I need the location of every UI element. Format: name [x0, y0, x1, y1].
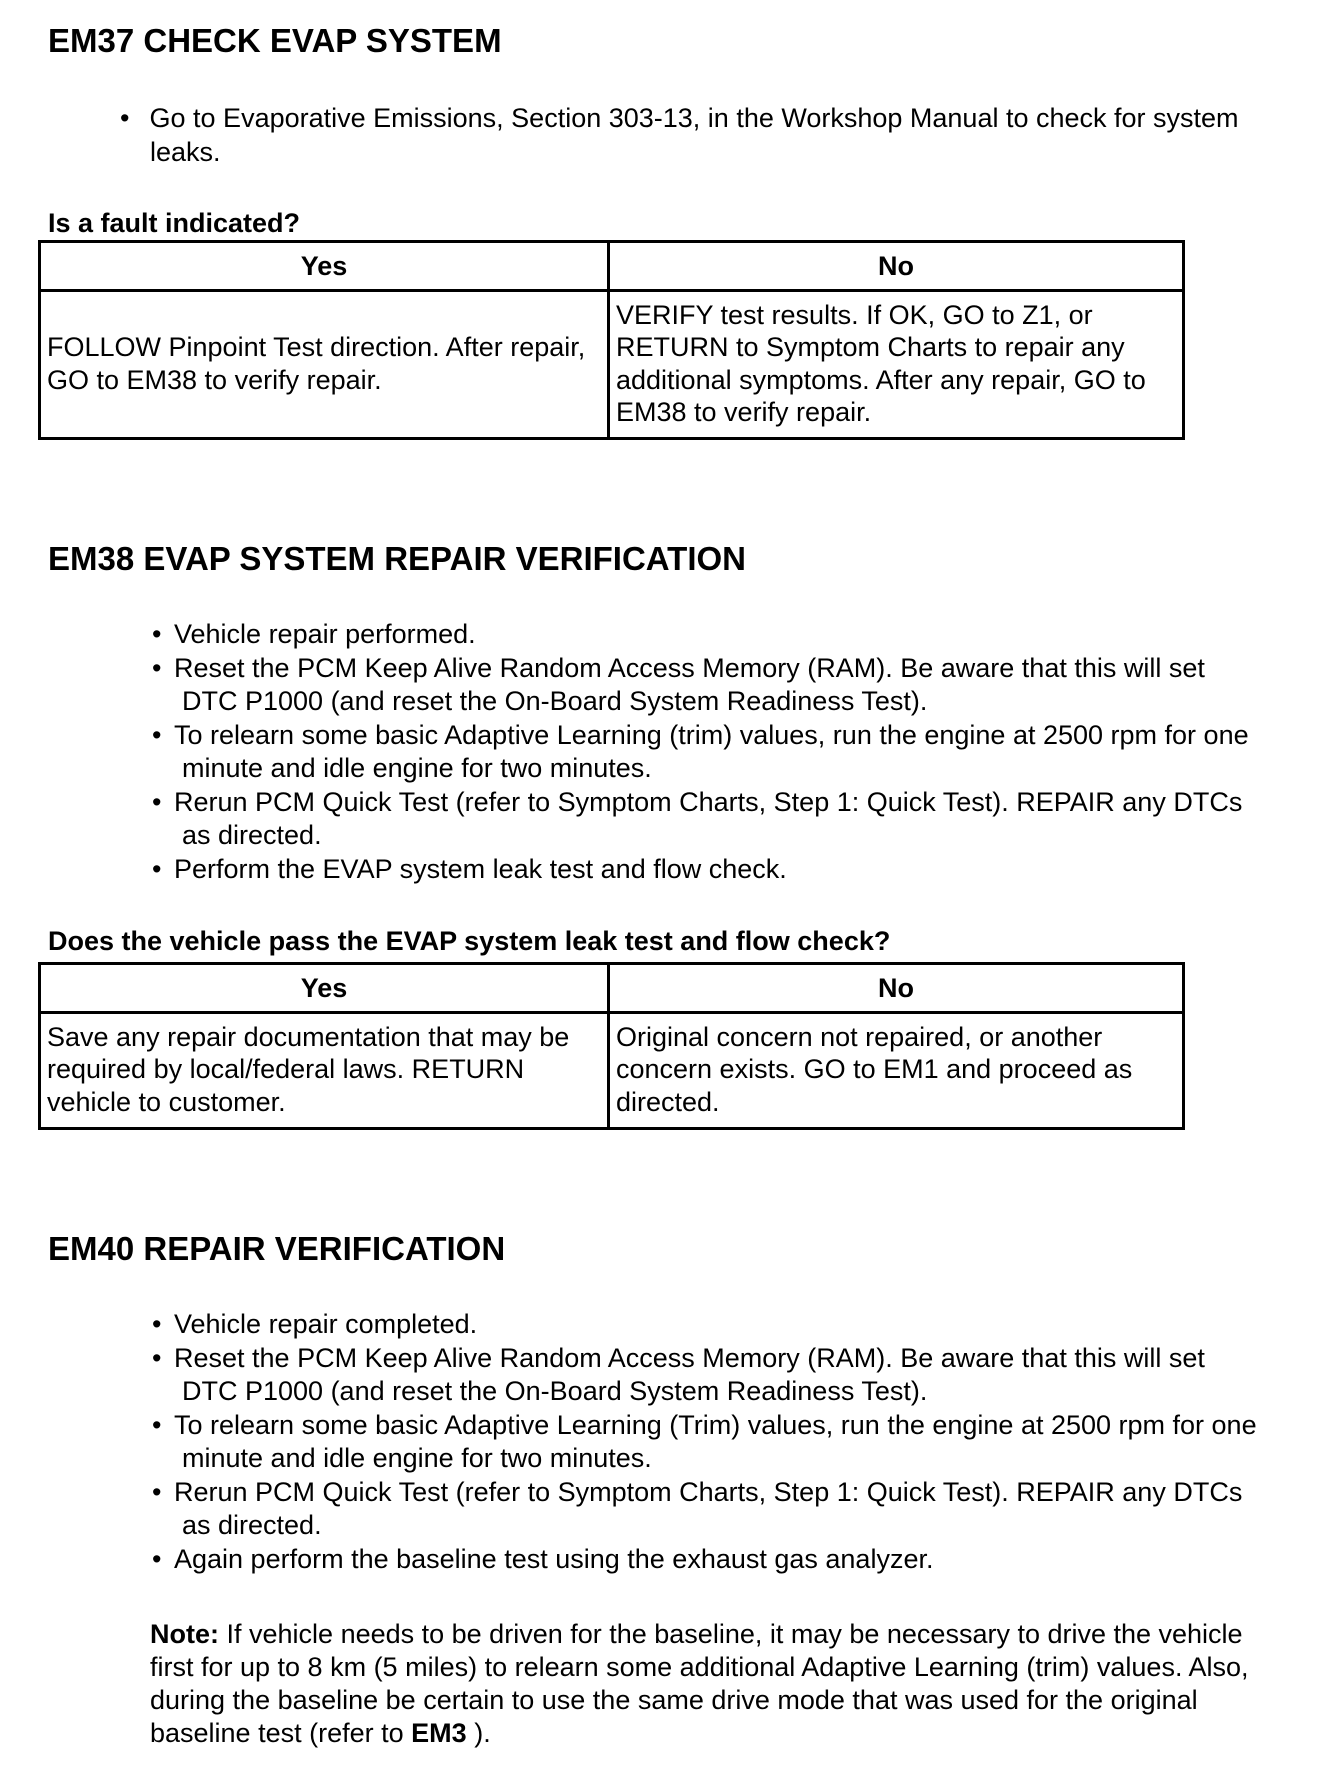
note-reference: EM3 [411, 1718, 467, 1748]
list-item [130, 853, 1260, 887]
bullet-glyph: • [152, 1342, 162, 1373]
note-end: ). [474, 1718, 491, 1748]
list-item [120, 102, 1260, 169]
note-label: Note: [150, 1619, 219, 1649]
section-title-em40: EM40 REPAIR VERIFICATION [48, 1230, 506, 1267]
note-text: If vehicle needs to be driven for the baseline, it may be necessary to drive the vehicle first for up to 8 km (5 miles) to relearn some additional Adaptive Learning (trim) values. Also, during the baseline be certain to use the same drive mode that was used for the original baseline test (refer to [150, 1619, 1249, 1748]
question-em37: Is a fault indicated? [48, 208, 301, 238]
list-item-text: To relearn some basic Adaptive Learning (Trim) values, run the engine at 2500 rpm for one minute and idle engine for two minutes. [174, 1409, 1257, 1473]
list-item [130, 1342, 1260, 1409]
question-em38: Does the vehicle pass the EVAP system leak test and flow check? [48, 926, 891, 956]
table-header-yes: Yes [40, 242, 609, 291]
bullet-list-em38 [130, 618, 1260, 886]
list-item-text: Vehicle repair performed. [174, 619, 476, 649]
decision-table-em38 [38, 962, 1185, 1130]
list-item [130, 1543, 1260, 1577]
table-header-yes: Yes [40, 964, 609, 1013]
list-item [130, 652, 1260, 719]
list-item-text: Rerun PCM Quick Test (refer to Symptom Charts, Step 1: Quick Test). REPAIR any DTCs as directed. [174, 1476, 1243, 1540]
bullet-glyph: • [152, 1543, 162, 1574]
list-item [130, 1308, 1260, 1342]
section-title-em37: EM37 CHECK EVAP SYSTEM [48, 22, 502, 59]
list-item-text: Again perform the baseline test using the exhaust gas analyzer. [174, 1543, 934, 1574]
bullet-list-em40 [130, 1308, 1260, 1576]
list-item-text: To relearn some basic Adaptive Learning (trim) values, run the engine at 2500 rpm for one minute and idle engine for two minutes. [174, 719, 1249, 783]
list-item-text: Rerun PCM Quick Test (refer to Symptom Charts, Step 1: Quick Test). REPAIR any DTCs as directed. [174, 786, 1243, 850]
list-item-text: Vehicle repair completed. [174, 1309, 478, 1339]
list-item-text: Perform the EVAP system leak test and flow check. [174, 853, 787, 884]
bullet-glyph: • [152, 786, 162, 817]
section-title-em38: EM38 EVAP SYSTEM REPAIR VERIFICATION [48, 540, 747, 577]
list-item-text: Reset the PCM Keep Alive Random Access Memory (RAM). Be aware that this will set DTC P1000 (and reset the On-Board System Readiness Test). [174, 1342, 1205, 1406]
bullet-glyph: • [152, 619, 162, 649]
note-paragraph [150, 1618, 1280, 1750]
bullet-glyph: • [152, 1309, 162, 1339]
list-item-text: Go to Evaporative Emissions, Section 303-13, in the Workshop Manual to check for system leaks. [149, 103, 1239, 167]
table-cell-no: VERIFY test results. If OK, GO to Z1, or RETURN to Symptom Charts to repair any additional symptoms. After any repair, GO to EM38 to verify repair. [609, 291, 1184, 439]
table-cell-yes: FOLLOW Pinpoint Test direction. After repair, GO to EM38 to verify repair. [40, 291, 609, 439]
list-item-text: Reset the PCM Keep Alive Random Access Memory (RAM). Be aware that this will set DTC P1000 (and reset the On-Board System Readiness Test). [174, 652, 1205, 716]
bullet-glyph: • [152, 1476, 162, 1507]
list-item [130, 1476, 1260, 1543]
list-item [130, 618, 1260, 652]
bullet-glyph: • [152, 853, 162, 884]
bullet-glyph: • [152, 652, 162, 683]
table-cell-no: Original concern not repaired, or another concern exists. GO to EM1 and proceed as directed. [609, 1013, 1184, 1129]
list-item [130, 1409, 1260, 1476]
bullet-list-em37 [120, 102, 1260, 169]
bullet-glyph: • [152, 719, 162, 750]
list-item [130, 719, 1260, 786]
table-header-no: No [609, 242, 1184, 291]
table-header-no: No [609, 964, 1184, 1013]
decision-table-em37 [38, 240, 1185, 440]
table-cell-yes: Save any repair documentation that may be required by local/federal laws. RETURN vehicle to customer. [40, 1013, 609, 1129]
bullet-glyph: • [152, 1409, 162, 1440]
bullet-glyph: • [120, 103, 130, 133]
list-item [130, 786, 1260, 853]
